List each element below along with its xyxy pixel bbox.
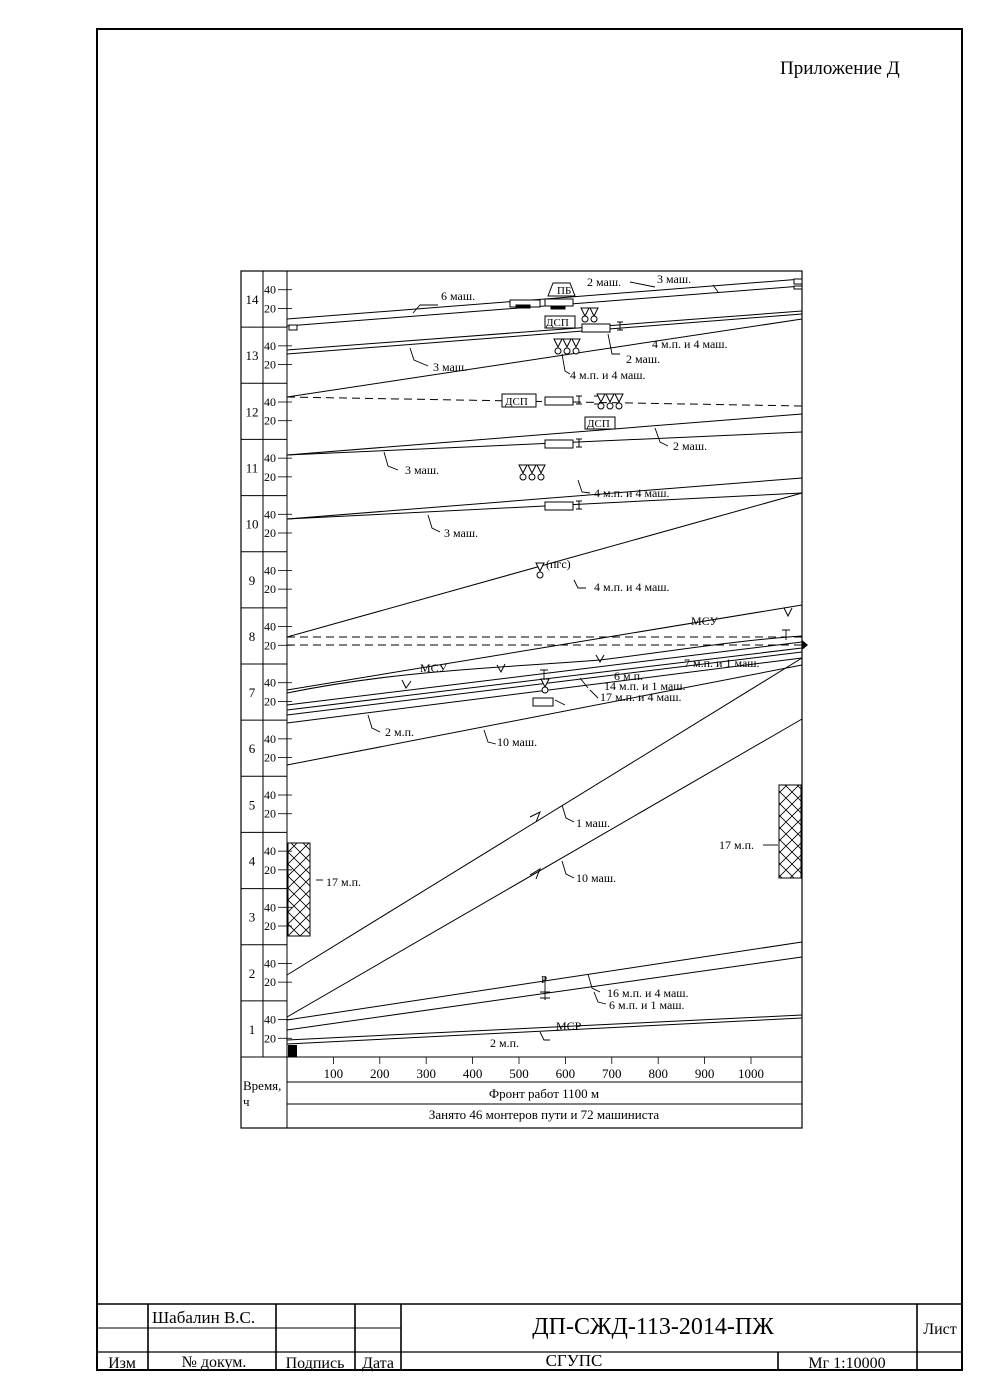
hour-label: 11 [245,460,259,476]
hour-label: 7 [248,685,256,701]
hour-label: 6 [248,741,256,757]
hour-label: 12 [245,404,259,420]
hatched-block-left [288,843,310,936]
label-msu-2: МСУ [420,661,448,675]
sheet-label: Лист [923,1321,957,1338]
label-msu-1: МСУ [691,614,719,628]
label-6mp1mash: 6 м.п. и 1 маш. [609,998,685,1012]
minute-tick-40: 40 [264,900,276,915]
label-2mp-1: 2 м.п. [490,1036,520,1050]
distance-tick-label: 200 [370,1066,390,1081]
minute-tick-40: 40 [264,507,276,522]
label-2mash-top: 2 маш. [587,275,622,289]
minute-tick-20: 20 [264,301,276,316]
label-7mp1mash: 7 м.п. и 1 маш. [684,656,760,670]
tamper-symbols [519,308,623,693]
label-dsp-1: ДСП [546,317,569,329]
label-r: Р [541,974,548,986]
distance-tick-label: 600 [555,1066,576,1081]
label-2mash-11: 2 маш. [673,439,708,453]
front-label: Фронт работ 1100 м [488,1086,600,1101]
label-2mp-6: 2 м.п. [385,725,415,739]
minute-tick-20: 20 [264,975,276,990]
label-10mash-4: 10 маш. [576,871,617,885]
distance-axis [324,1057,764,1081]
minute-tick-20: 20 [264,750,276,765]
hour-label: 10 [245,516,259,532]
minute-tick-20: 20 [264,469,276,484]
staff-label: Занято 46 монтеров пути и 72 машиниста [428,1107,660,1122]
minute-tick-40: 40 [264,282,276,297]
minute-tick-40: 40 [264,788,276,802]
distance-tick-label: 900 [694,1066,715,1081]
col-date: Дата [362,1355,394,1372]
minute-tick-40: 40 [264,563,276,578]
minute-tick-20: 20 [264,582,276,597]
label-pb: ПБ [557,285,572,297]
label-3mash-top: 3 маш. [657,272,692,286]
label-3mash-11: 3 маш. [405,463,440,477]
hour-label: 9 [248,572,256,588]
appendix-label: Приложение Д [780,58,900,79]
distance-tick-label: 100 [323,1066,344,1081]
minute-tick-20: 20 [264,806,276,821]
label-4mp4mash-b: 4 м.п. и 4 маш. [570,368,646,382]
hour-label: 1 [248,1021,256,1037]
minute-tick-20: 20 [264,862,276,877]
minute-tick-40: 40 [264,451,276,466]
hour-label: 5 [248,797,256,813]
label-pgs: (пгс) [546,557,571,571]
label-msr: МСР [556,1019,582,1033]
minute-tick-40: 40 [264,619,276,634]
organization: СГУПС [545,1351,603,1370]
hour-label: 4 [248,853,256,869]
hour-label: 14 [245,292,259,308]
distance-tick-label: 500 [509,1066,529,1081]
label-14mp1mash: 14 м.п. и 1 маш. [604,679,686,693]
minute-tick-40: 40 [264,395,276,409]
minute-tick-40: 40 [264,956,276,971]
distance-tick-label: 300 [416,1066,436,1081]
hour-label: 2 [248,965,256,981]
label-4mp4mash-d: 4 м.п. и 4 маш. [594,580,670,594]
label-2mash-13: 2 маш. [626,352,661,366]
end-arrow-icon [802,640,808,650]
minute-tick-20: 20 [264,638,276,653]
author-name: Шабалин В.С. [152,1308,256,1327]
hour-label: 3 [248,909,256,925]
minute-tick-20: 20 [264,526,276,540]
minute-tick-20: 20 [264,357,276,372]
label-dsp-3: ДСП [587,418,610,430]
label-17mp-left: 17 м.п. [326,875,362,889]
hour-label: 13 [245,348,259,364]
label-3mash-10: 3 маш. [444,526,479,540]
distance-tick-label: 800 [648,1066,668,1081]
minute-tick-40: 40 [264,844,276,859]
label-4mp4mash-c: 4 м.п. и 4 маш. [594,486,670,500]
label-3mash-13: 3 маш. [433,360,468,374]
minute-tick-20: 20 [264,694,276,709]
time-axis-unit: ч [243,1094,250,1109]
scale-label: Мг 1:10000 [808,1355,886,1372]
diagram-labels [326,272,760,1050]
label-6mp: 6 м.п. [614,669,644,683]
minute-tick-40: 40 [264,1012,276,1027]
distance-tick-label: 400 [462,1066,483,1081]
col-doc-number: № докум. [181,1354,247,1371]
minute-tick-20: 20 [264,919,276,933]
label-1mash: 1 маш. [576,816,611,830]
label-17mp4mash: 17 м.п. и 4 маш. [600,690,682,704]
hour-grid [241,271,292,1045]
hatched-block-right [779,785,801,878]
label-4mp4mash-a: 4 м.п. и 4 маш. [652,337,728,351]
time-axis-label: Время, [243,1078,282,1093]
label-10mash-6: 10 маш. [497,735,538,749]
distance-tick-label: 1000 [738,1066,764,1081]
distance-tick-label: 700 [602,1066,622,1081]
minute-tick-20: 20 [264,1031,276,1046]
label-16mp4mash: 16 м.п. и 4 маш. [607,986,689,1000]
label-17mp-right: 17 м.п. [719,838,755,852]
col-izm: Изм [108,1355,136,1372]
minute-tick-40: 40 [264,338,276,353]
minute-tick-40: 40 [264,675,276,690]
label-dsp-2: ДСП [505,396,528,408]
minute-tick-40: 40 [264,731,276,746]
col-signature: Подпись [285,1355,345,1372]
label-6mash: 6 маш. [441,289,476,303]
start-mark [288,1045,297,1057]
document-code: ДП-СЖД-113-2014-ПЖ [532,1314,774,1340]
minute-tick-20: 20 [264,413,276,428]
hour-label: 8 [248,628,256,644]
